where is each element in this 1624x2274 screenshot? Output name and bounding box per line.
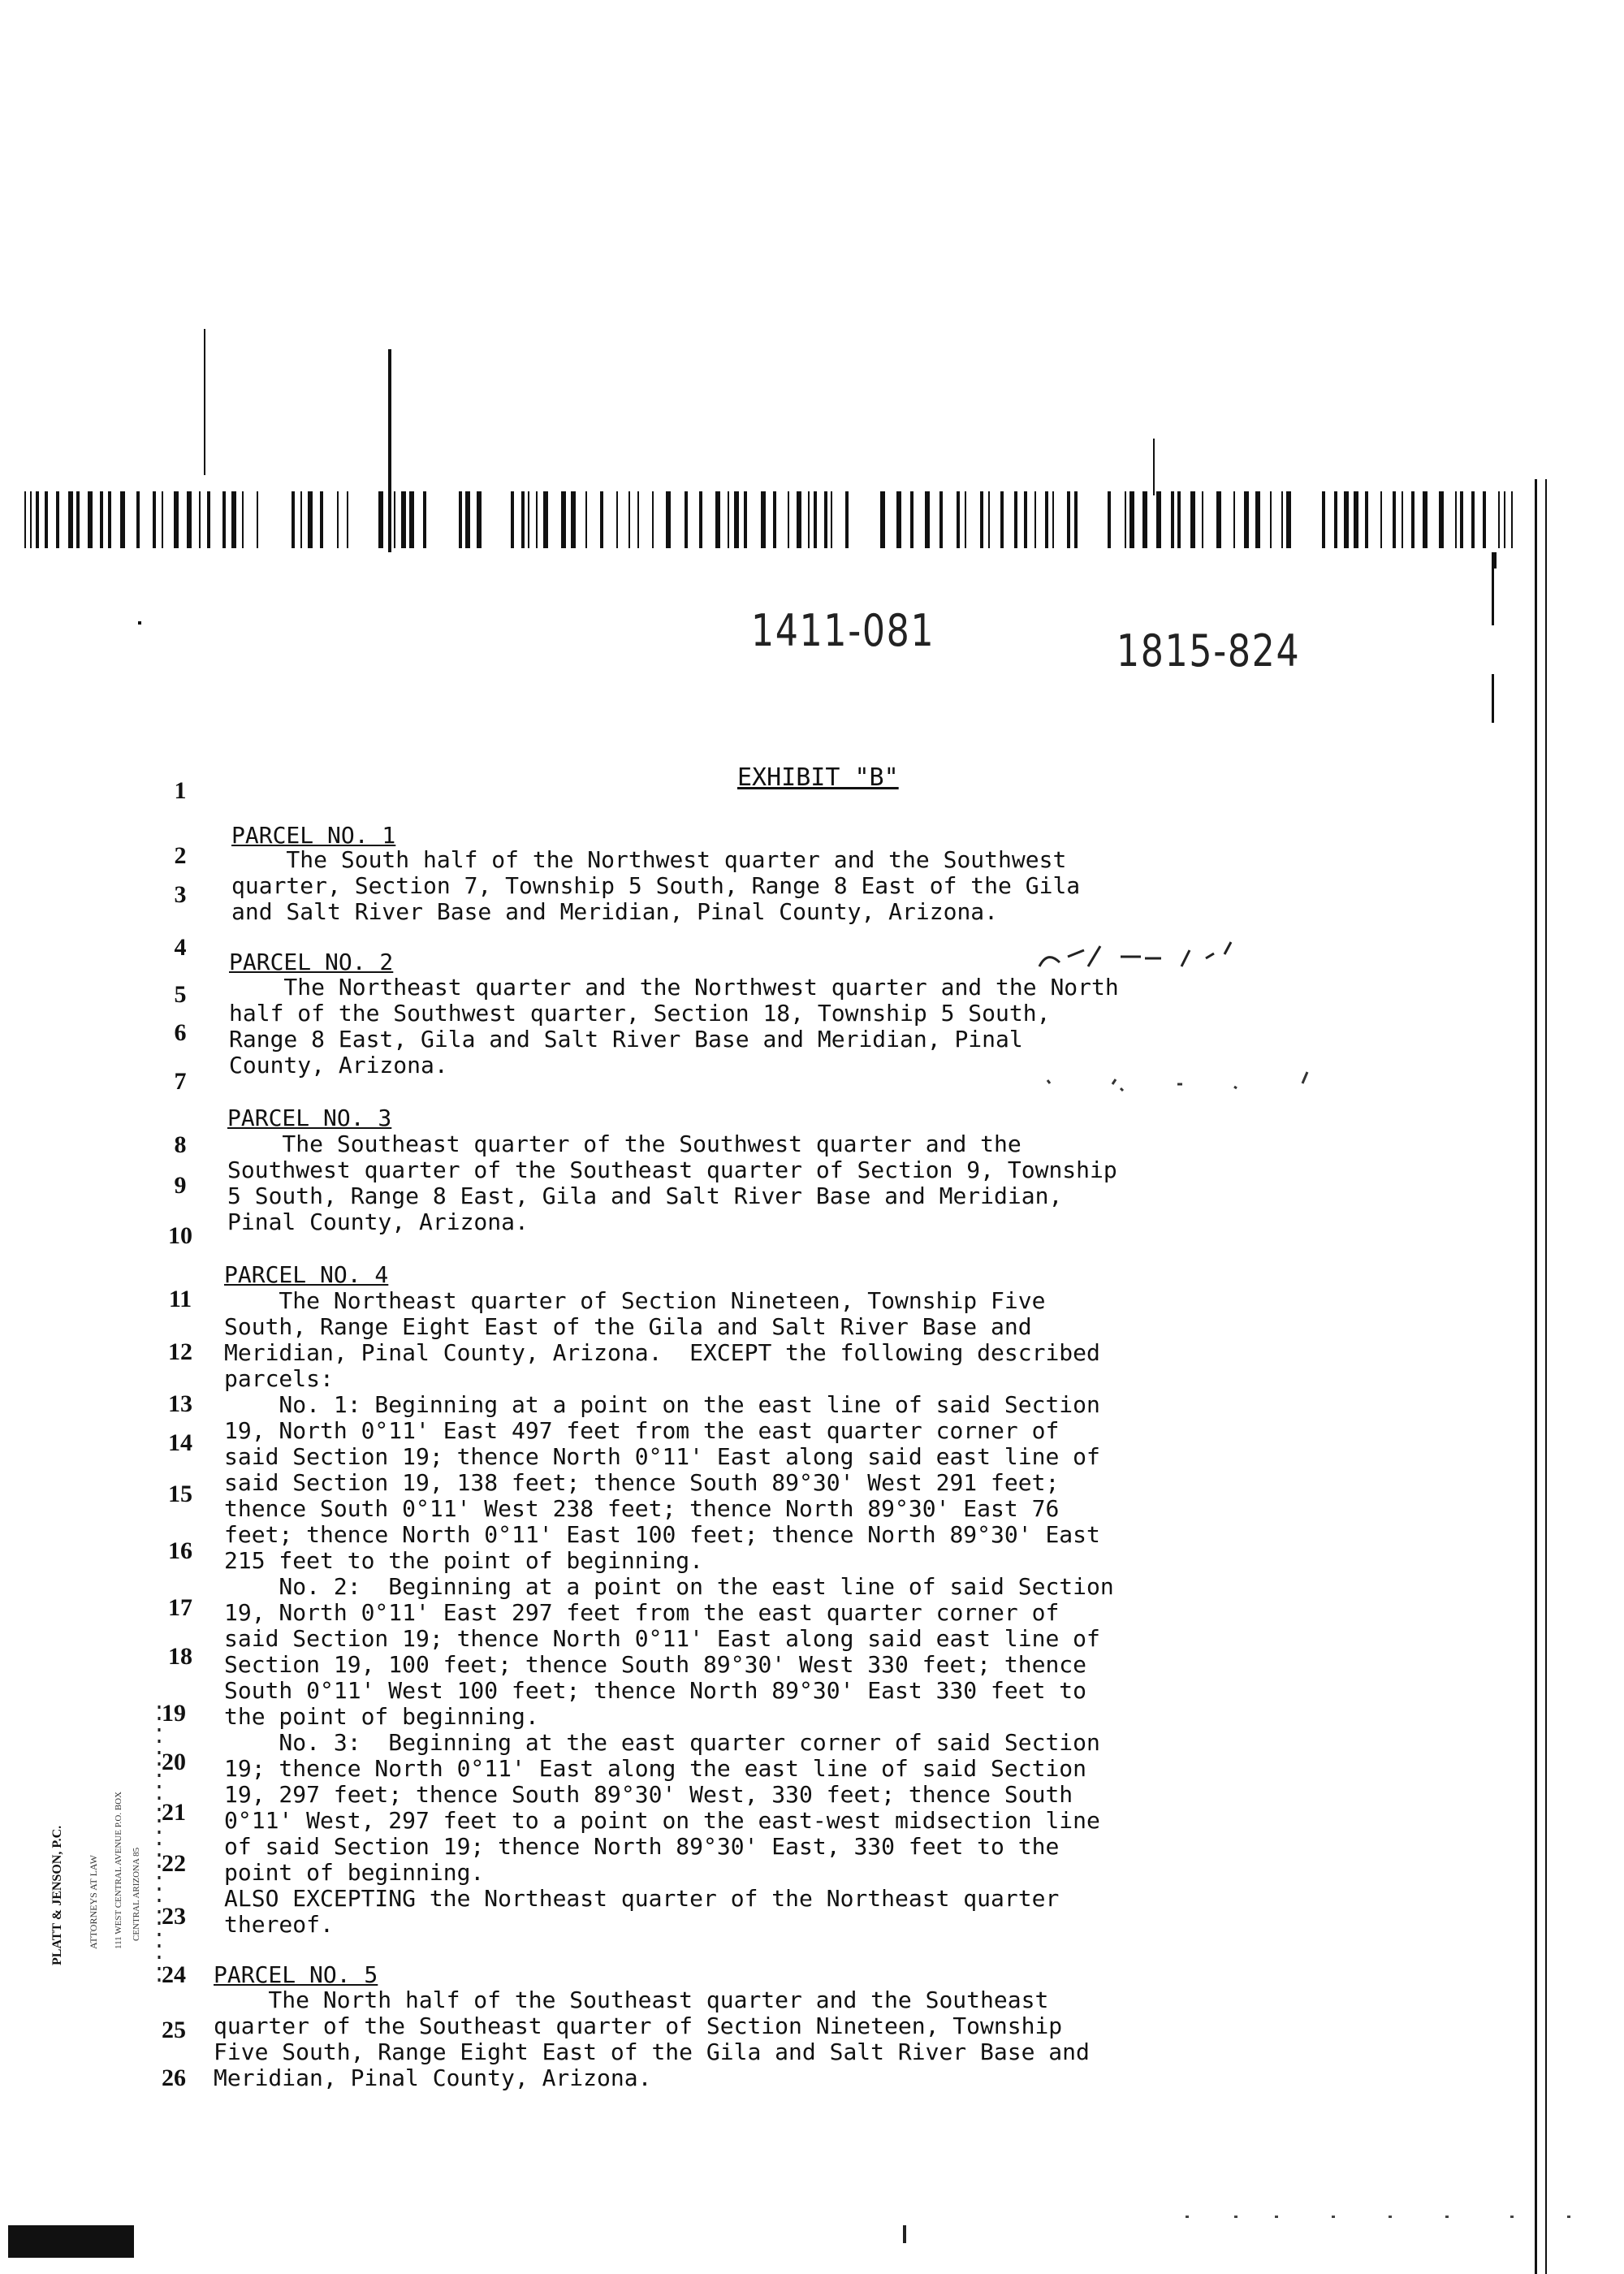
parcel-text-line: The Northeast quarter and the Northwest quarter and the North <box>229 974 1119 1001</box>
parcel-text-line: quarter of the Southeast quarter of Section Nineteen, Township <box>214 2012 1063 2039</box>
parcel-text-line: thereof. <box>224 1911 334 1938</box>
line-number: 14 <box>168 1429 192 1456</box>
parcel-text-line: Meridian, Pinal County, Arizona. EXCEPT the following described <box>224 1339 1100 1366</box>
parcel-heading: PARCEL NO. 5 <box>214 1961 378 1988</box>
parcel-text-line: County, Arizona. <box>229 1052 448 1079</box>
right-margin-mark <box>1490 552 1498 763</box>
parcel-text-line: and Salt River Base and Meridian, Pinal County, Arizona. <box>231 898 999 925</box>
parcel-heading: PARCEL NO. 4 <box>224 1261 389 1288</box>
parcel-text-line: 0°11' West, 297 feet to a point on the east-west midsection line <box>224 1807 1100 1834</box>
parcel-text-line: thence South 0°11' West 238 feet; thence North 89°30' East 76 <box>224 1495 1060 1522</box>
line-number: 21 <box>162 1799 186 1826</box>
line-number: 10 <box>168 1222 192 1249</box>
handwritten-annotation <box>1031 934 1372 983</box>
parcel-text-line: said Section 19, 138 feet; thence South 89°30' West 291 feet; <box>224 1469 1060 1496</box>
parcel-text-line: 19, 297 feet; thence South 89°30' West, 330 feet; thence South <box>224 1781 1073 1808</box>
parcel-heading: PARCEL NO. 3 <box>227 1105 392 1131</box>
line-number: 13 <box>168 1390 192 1417</box>
parcel-text-line: The North half of the Southeast quarter and the Southeast <box>214 1987 1049 2013</box>
firm-line-3: 111 WEST CENTRAL AVENUE P.O. BOX <box>114 1791 123 1949</box>
right-edge-lines <box>1527 479 1559 2274</box>
scan-mark <box>903 2225 906 2243</box>
line-number: 18 <box>168 1643 192 1670</box>
handwritten-marks <box>1039 1064 1332 1096</box>
line-number: 15 <box>168 1481 192 1507</box>
line-number: 4 <box>174 934 187 961</box>
parcel-text-line: 19, North 0°11' East 497 feet from the east quarter corner of <box>224 1417 1060 1444</box>
line-number: 5 <box>174 981 187 1008</box>
speck <box>138 621 141 625</box>
barcode <box>0 0 1624 568</box>
line-number: 17 <box>168 1594 192 1621</box>
parcel-text-line: ALSO EXCEPTING the Northeast quarter of the Northeast quarter <box>224 1885 1060 1912</box>
parcel-text-line: The South half of the Northwest quarter and the Southwest <box>231 846 1067 873</box>
line-number: 19 <box>162 1700 186 1727</box>
line-number: 1 <box>174 777 187 804</box>
parcel-text-line: the point of beginning. <box>224 1703 539 1730</box>
parcel-text-line: 19; thence North 0°11' East along the east line of said Section <box>224 1755 1087 1782</box>
parcel-text-line: No. 2: Beginning at a point on the east line of said Section <box>224 1573 1114 1600</box>
firm-line-4: CENTRAL ARIZONA 85 <box>132 1847 141 1941</box>
firm-line-2: ATTORNEYS AT LAW <box>88 1855 99 1949</box>
parcel-text-line: point of beginning. <box>224 1859 485 1886</box>
parcel-text-line: 215 feet to the point of beginning. <box>224 1547 704 1574</box>
firm-name: PLATT & JENSON, P.C. <box>50 1825 64 1965</box>
line-number: 12 <box>168 1338 192 1365</box>
parcel-text-line: said Section 19; thence North 0°11' East along said east line of <box>224 1625 1100 1652</box>
parcel-text-line: 19, North 0°11' East 297 feet from the east quarter corner of <box>224 1599 1060 1626</box>
parcel-text-line: feet; thence North 0°11' East 100 feet; thence North 89°30' East <box>224 1521 1100 1548</box>
parcel-text-line: The Southeast quarter of the Southwest quarter and the <box>227 1131 1021 1157</box>
parcel-text-line: Range 8 East, Gila and Salt River Base and Meridian, Pinal <box>229 1026 1023 1053</box>
line-number: 16 <box>168 1537 192 1564</box>
line-number: 23 <box>162 1903 186 1930</box>
parcel-text-line: of said Section 19; thence North 89°30' East, 330 feet to the <box>224 1833 1060 1860</box>
parcel-text-line: said Section 19; thence North 0°11' East along said east line of <box>224 1443 1100 1470</box>
line-number: 25 <box>162 2017 186 2043</box>
line-number: 6 <box>174 1019 187 1046</box>
scan-artifact-block <box>8 2225 134 2258</box>
parcel-text-line: Five South, Range Eight East of the Gila and Salt River Base and <box>214 2038 1090 2065</box>
line-number: 22 <box>162 1850 186 1877</box>
line-number: 8 <box>174 1131 187 1158</box>
parcel-text-line: Meridian, Pinal County, Arizona. <box>214 2064 652 2091</box>
bottom-dots <box>1186 2209 1608 2225</box>
page-title: EXHIBIT "B" <box>737 763 899 792</box>
parcel-heading: PARCEL NO. 1 <box>231 822 396 849</box>
parcel-text-line: No. 3: Beginning at the east quarter corner of said Section <box>224 1729 1100 1756</box>
parcel-text-line: parcels: <box>224 1365 334 1392</box>
parcel-text-line: South, Range Eight East of the Gila and Salt River Base and <box>224 1313 1032 1340</box>
line-number: 7 <box>174 1068 187 1095</box>
line-number: 26 <box>162 2064 186 2091</box>
line-number: 9 <box>174 1172 187 1199</box>
parcel-text-line: 5 South, Range 8 East, Gila and Salt River Base and Meridian, <box>227 1182 1063 1209</box>
sidebar-dotted-line <box>154 1706 164 1982</box>
parcel-text-line: No. 1: Beginning at a point on the east line of said Section <box>224 1391 1100 1418</box>
parcel-text-line: Southwest quarter of the Southeast quarter of Section 9, Township <box>227 1156 1117 1183</box>
parcel-text-line: The Northeast quarter of Section Nineteen, Township Five <box>224 1287 1046 1314</box>
parcel-text-line: Section 19, 100 feet; thence South 89°30' West 330 feet; thence <box>224 1651 1087 1678</box>
parcel-text-line: quarter, Section 7, Township 5 South, Range 8 East of the Gila <box>231 872 1081 899</box>
parcel-heading: PARCEL NO. 2 <box>229 949 394 975</box>
document-number-1: 1411-081 <box>751 605 935 656</box>
document-number-2: 1815-824 <box>1116 625 1301 677</box>
line-number: 3 <box>174 881 187 908</box>
line-number: 2 <box>174 842 187 869</box>
parcel-text-line: South 0°11' West 100 feet; thence North 89°30' East 330 feet to <box>224 1677 1087 1704</box>
line-number: 11 <box>168 1286 192 1312</box>
line-number: 20 <box>162 1749 186 1775</box>
line-number: 24 <box>162 1961 186 1988</box>
parcel-text-line: Pinal County, Arizona. <box>227 1208 529 1235</box>
parcel-text-line: half of the Southwest quarter, Section 18, Township 5 South, <box>229 1000 1051 1027</box>
